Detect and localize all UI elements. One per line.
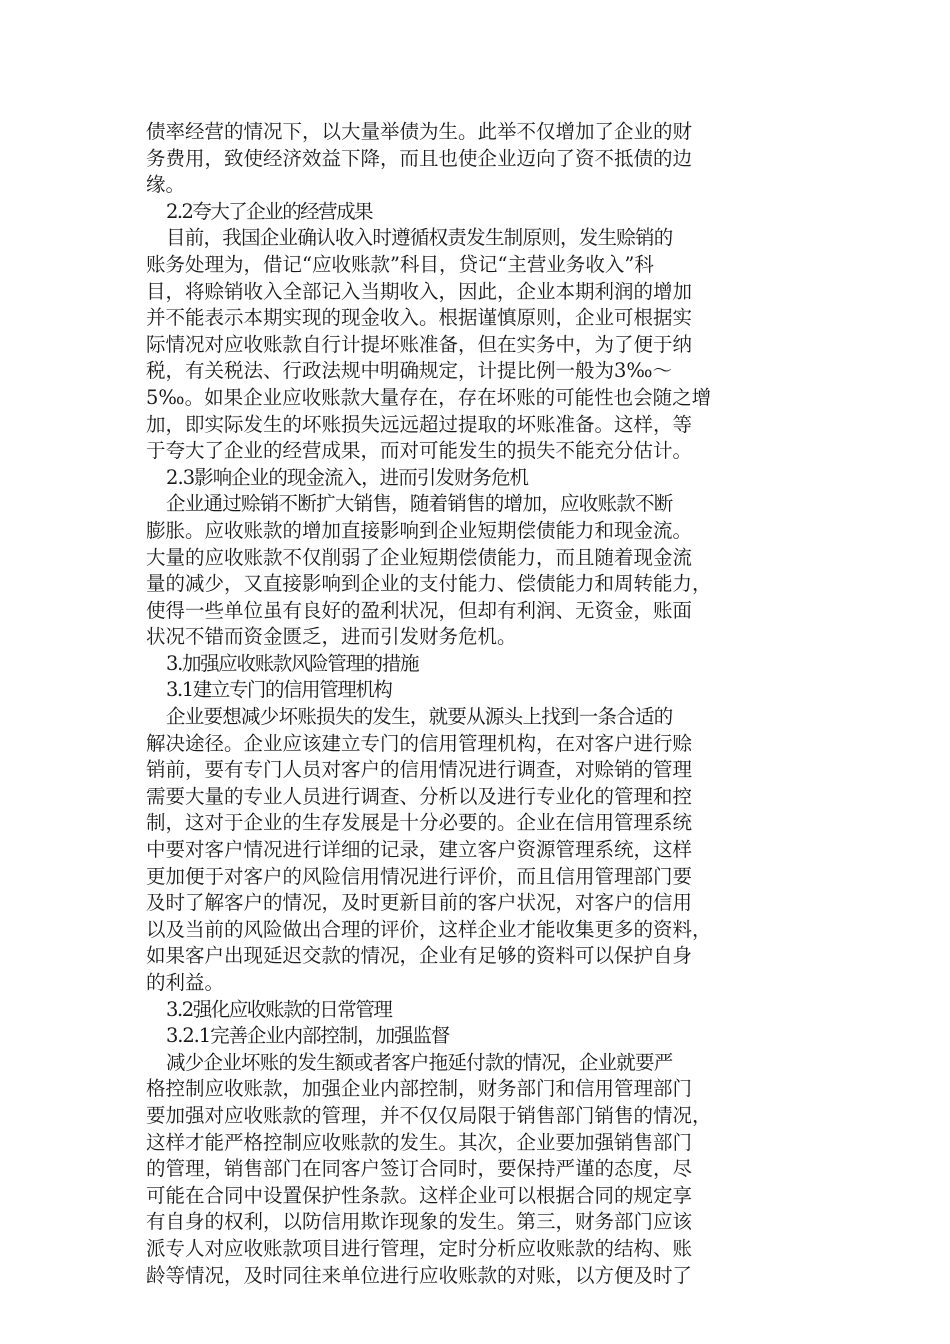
text-line: 需要大量的专业人员进行调查、分析以及进行专业化的管理和控 — [146, 784, 693, 808]
document-page — [146, 119, 786, 1289]
text-line: 以及当前的风险做出合理的评价，这样企业才能收集更多的资料， — [146, 917, 712, 941]
text-line: 税，有关税法、行政法规中明确规定，计提比例一般为3‰～ — [146, 359, 673, 383]
text-line: 制，这对于企业的生存发展是十分必要的。企业在信用管理系统 — [146, 811, 693, 835]
text-line: 中要对客户情况进行详细的记录，建立客户资源管理系统，这样 — [146, 838, 693, 862]
text-line: 企业通过赊销不断扩大销售，随着销售的增加，应收账款不断 — [166, 492, 673, 516]
text-line: 的管理，销售部门在同客户签订合同时，要保持严谨的态度，尽 — [146, 1157, 693, 1181]
text-line: 3.1建立专门的信用管理机构 — [166, 678, 392, 702]
text-line: 使得一些单位虽有良好的盈利状况，但却有利润、无资金，账面 — [146, 598, 693, 622]
text-line: 于夸大了企业的经营成果，而对可能发生的损失不能充分估计。 — [146, 439, 693, 463]
text-line: 状况不错而资金匮乏，进而引发财务危机。 — [146, 625, 517, 649]
text-line: 减少企业坏账的发生额或者客户拖延付款的情况，企业就要严 — [166, 1050, 673, 1074]
text-line: 债率经营的情况下，以大量举债为生。此举不仅增加了企业的财 — [146, 120, 693, 143]
text-line: 并不能表示本期实现的现金收入。根据谨慎原则，企业可根据实 — [146, 306, 693, 330]
text-line: 量的减少，又直接影响到企业的支付能力、偿债能力和周转能力， — [146, 572, 712, 596]
text-line: 派专人对应收账款项目进行管理，定时分析应收账款的结构、账 — [146, 1236, 693, 1260]
text-line: 膨胀。应收账款的增加直接影响到企业短期偿债能力和现金流。 — [146, 518, 693, 542]
text-line: 加，即实际发生的坏账损失远远超过提取的坏账准备。这样，等 — [146, 412, 693, 436]
text-line: 缘。 — [146, 173, 186, 197]
text-line: 际情况对应收账款自行计提坏账准备，但在实务中，为了便于纳 — [146, 332, 693, 356]
text-line: 销前，要有专门人员对客户的信用情况进行调查，对赊销的管理 — [146, 758, 693, 782]
text-line: 如果客户出现延迟交款的情况，企业有足够的资料可以保护自身 — [146, 944, 693, 968]
text-line: 目前，我国企业确认收入时遵循权责发生制原则，发生赊销的 — [166, 226, 673, 250]
text-line: 龄等情况，及时同往来单位进行应收账款的对账，以方便及时了 — [146, 1263, 693, 1287]
text-line: 目，将赊销收入全部记入当期收入，因此，企业本期利润的增加 — [146, 279, 693, 303]
text-line: 2.2夸大了企业的经营成果 — [166, 199, 372, 223]
text-line: 3.2.1完善企业内部控制，加强监督 — [166, 1024, 450, 1048]
text-line: 务费用，致使经济效益下降，而且也使企业迈向了资不抵债的边 — [146, 146, 693, 170]
text-line: 可能在合同中设置保护性条款。这样企业可以根据合同的规定享 — [146, 1183, 693, 1207]
text-line: 账务处理为，借记“应收账款”科目，贷记“主营业务收入”科 — [146, 252, 654, 276]
text-line: 有自身的权利，以防信用欺诈现象的发生。第三，财务部门应该 — [146, 1210, 693, 1234]
text-line: 3.2强化应收账款的日常管理 — [166, 997, 392, 1021]
text-line: 更加便于对客户的风险信用情况进行评价，而且信用管理部门要 — [146, 864, 693, 888]
text-line: 这样才能严格控制应收账款的发生。其次，企业要加强销售部门 — [146, 1130, 693, 1154]
text-line: 大量的应收账款不仅削弱了企业短期偿债能力，而且随着现金流 — [146, 545, 693, 569]
text-line: 2.3影响企业的现金流入，进而引发财务危机 — [166, 465, 529, 489]
text-line: 及时了解客户的情况，及时更新目前的客户状况，对客户的信用 — [146, 891, 693, 915]
text-line: 3.加强应收账款风险管理的措施 — [166, 651, 419, 675]
text-line: 的利益。 — [146, 971, 225, 994]
text-line: 企业要想减少坏账损失的发生，就要从源头上找到一条合适的 — [166, 705, 673, 729]
text-line: 5‰。如果企业应收账款大量存在，存在坏账的可能性也会随之增 — [146, 385, 712, 409]
text-line: 格控制应收账款，加强企业内部控制，财务部门和信用管理部门 — [146, 1077, 693, 1101]
text-line: 解决途径。企业应该建立专门的信用管理机构，在对客户进行赊 — [146, 731, 693, 755]
text-line: 要加强对应收账款的管理，并不仅仅局限于销售部门销售的情况， — [146, 1103, 712, 1127]
